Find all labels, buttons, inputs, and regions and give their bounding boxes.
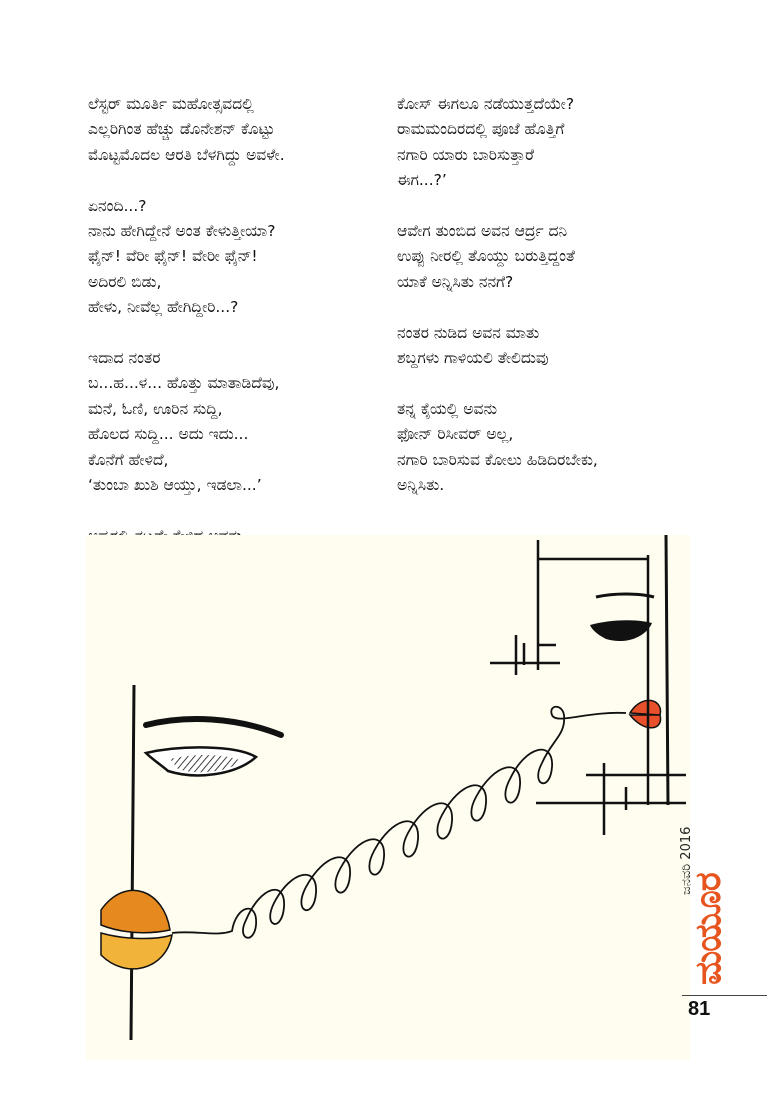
poem-line: ಹೊಲದ ಸುದ್ದಿ... ಅದು ಇದು...	[88, 425, 249, 444]
poem-line: ಫೋನ್ ರಿಸೀವರ್ ಅಲ್ಲ,	[397, 425, 514, 444]
poem-line: ಕೊನೆಗೆ ಹೇಳಿದೆ,	[88, 450, 169, 469]
page-number-rule	[682, 995, 767, 996]
telephone-cord	[172, 707, 626, 938]
stanza-break	[397, 371, 697, 396]
poem-line: ಆವೇಗ ತುಂಬಿದ ಅವನ ಆರ್ದ್ರ ದನಿ	[397, 222, 568, 241]
poem-line: ಶಬ್ದಗಳು ಗಾಳಿಯಲಿ ತೇಲಿದುವು	[397, 349, 549, 368]
poem-line: ಏನಂದಿ...?	[88, 196, 147, 215]
poem-line: ಬ...ಹ...ಳ... ಹೊತ್ತು ಮಾತಾಡಿದೆವು,	[88, 374, 280, 393]
poem-line: ಇದಾದ ನಂತರ	[88, 349, 161, 368]
poem-line: ಅನ್ನಿಸಿತು.	[397, 476, 445, 495]
poem-line: ಕೋಸ್ ಈಗಲೂ ನಡೆಯುತ್ತದೆಯೇ?	[397, 95, 575, 113]
right-eyebrow	[596, 594, 654, 597]
poem-line: ಉಪ್ಪು ನೀರಲ್ಲಿ ತೊಯ್ದು ಬರುತ್ತಿದ್ದಂತೆ	[397, 247, 575, 266]
right-eye	[590, 620, 652, 641]
left-lower-lip	[101, 933, 172, 969]
stanza-break	[88, 321, 378, 346]
poem-line: ತನ್ನ ಕೈಯಲ್ಲಿ ಅವನು	[397, 399, 498, 418]
left-face	[101, 685, 281, 1040]
left-upper-lip	[101, 890, 170, 932]
stanza-break	[88, 168, 378, 193]
poem-line: ಎಲ್ಲರಿಗಿಂತ ಹೆಚ್ಚು ಡೊನೇಶನ್ ಕೊಟ್ಟು	[88, 120, 275, 139]
issue-date: ಜನವರಿ 2016	[679, 826, 694, 895]
poem-line: ‘ತುಂಬಾ ಖುಶಿ ಆಯ್ತು, ಇಡಲಾ...’	[88, 476, 262, 495]
poem-line: ಯಾಕೆ ಅನ್ನಿಸಿತು ನನಗೆ?	[397, 272, 514, 291]
poem-line: ಲೆಸ್ಟರ್ ಮೂರ್ತಿ ಮಹೋತ್ಸವದಲ್ಲಿ	[88, 95, 254, 113]
stanza-break	[397, 295, 697, 320]
magazine-logo: ಮಯೂರ	[688, 873, 729, 985]
poem-line: ಮೊಟ್ಟಮೊದಲ ಆರತಿ ಬೆಳಗಿದ್ದು ಅವಳೇ.	[88, 145, 285, 164]
right-lower-lip	[630, 715, 661, 728]
poem-line: ರಾಮಮಂದಿರದಲ್ಲಿ ಪೂಜೆ ಹೊತ್ತಿಗೆ	[397, 120, 565, 139]
stanza-break	[88, 498, 378, 523]
poem-line: ಮನೆ, ಓಣಿ, ಊರಿನ ಸುದ್ದಿ,	[88, 399, 223, 418]
illustration	[86, 535, 690, 1060]
poem-line: ನಾನು ಹೇಗಿದ್ದೇನೆ ಅಂತ ಕೇಳುತ್ತೀಯಾ?	[88, 222, 276, 241]
right-face-profile-line	[666, 535, 668, 805]
poem-line: ನಗಾರಿ ಬಾರಿಸುವ ಕೋಲು ಹಿಡಿದಿರಬೇಕು,	[397, 450, 598, 469]
poem-line: ಹೇಳು, ನೀವೆಲ್ಲ ಹೇಗಿದ್ದೀರಿ...?	[88, 298, 239, 317]
left-eyebrow	[146, 719, 281, 735]
stanza-break	[397, 194, 697, 219]
poem-line: ನಂತರ ನುಡಿದ ಅವನ ಮಾತು	[397, 323, 540, 342]
poem-line: ಈಗ...?’	[397, 171, 447, 190]
poem-line: ಅದಿರಲಿ ಬಿಡು,	[88, 272, 162, 291]
left-face-profile-line	[131, 685, 134, 1040]
poem-line: ನಗಾರಿ ಯಾರು ಬಾರಿಸುತ್ತಾರೆ	[397, 145, 534, 164]
poem-right-column	[397, 92, 697, 498]
poem-left-column	[88, 92, 378, 575]
page-number: 81	[688, 998, 711, 1020]
right-upper-lip	[630, 700, 660, 715]
poem-line: ಫೈನ್! ವೆರೀ ಫೈನ್! ವೇರೀ ಫೈನ್!	[88, 247, 258, 266]
